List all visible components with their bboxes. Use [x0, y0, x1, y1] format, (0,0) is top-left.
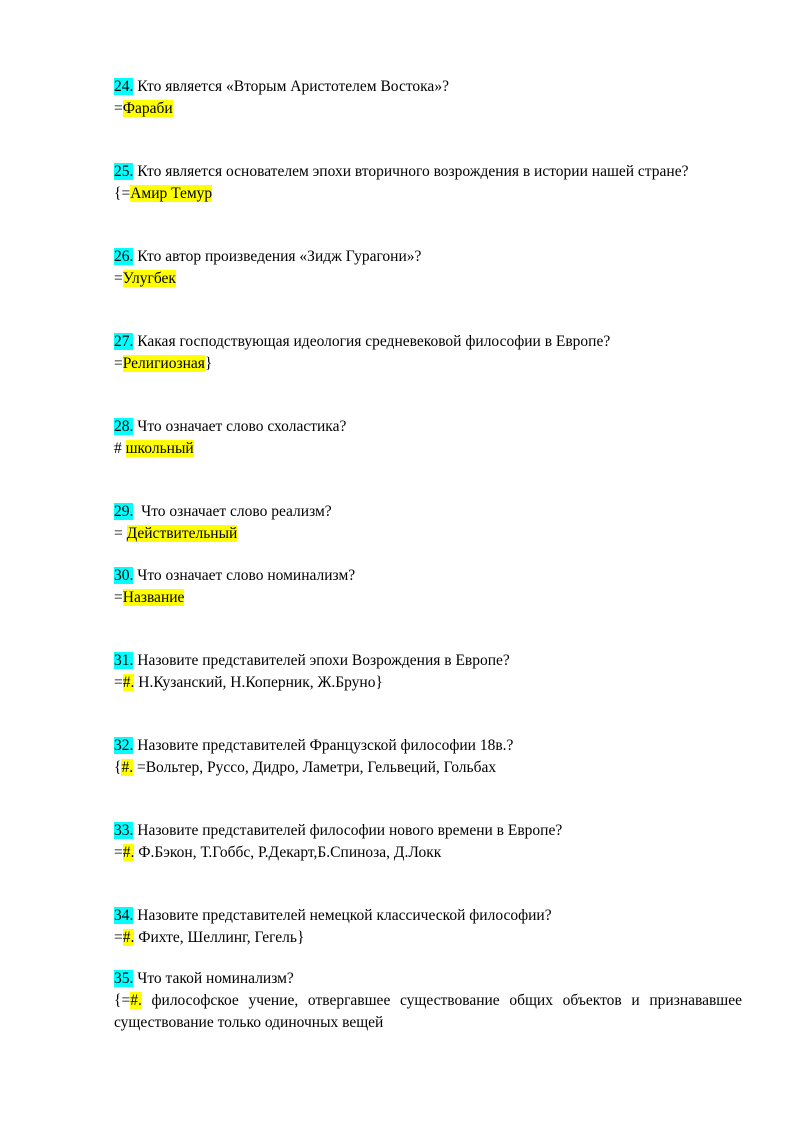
answer-prefix: = [114, 674, 123, 691]
answer-line [114, 523, 742, 545]
answer-highlight: Название [122, 589, 185, 606]
question-text: Что такой номинализм? [133, 970, 294, 987]
question-block [114, 416, 742, 460]
question-text: Кто является «Вторым Аристотелем Востока»? [133, 78, 449, 95]
answer-prefix: = [114, 525, 127, 542]
answer-highlight: Амир Темур [130, 185, 213, 202]
question-number: 28. [114, 418, 134, 435]
question-number: 30. [114, 567, 134, 584]
question-block [114, 76, 742, 120]
question-text: Что означает слово номинализм? [133, 567, 356, 584]
answer-prefix: {= [114, 992, 131, 1009]
answer-highlight: Религиозная [122, 355, 205, 372]
question-text: Назовите представителей эпохи Возрождения в Европе? [133, 652, 510, 669]
answer-line [114, 842, 742, 864]
question-line [114, 161, 742, 183]
question-block [114, 565, 742, 609]
question-text: Назовите представителей философии нового времени в Европе? [133, 822, 563, 839]
question-block [114, 968, 742, 1034]
question-text: Кто является основателем эпохи вторичного возрождения в истории нашей стране? [133, 163, 689, 180]
answer-highlight: Улугбек [122, 270, 176, 287]
question-line [114, 331, 742, 353]
answer-prefix: {= [114, 185, 131, 202]
answer-line [114, 353, 742, 375]
answer-highlight: #. [122, 674, 135, 691]
question-line [114, 565, 742, 587]
answer-rest: Фихте, Шеллинг, Гегель} [134, 929, 305, 946]
question-line [114, 501, 742, 523]
question-number: 27. [114, 333, 134, 350]
answer-line [114, 438, 742, 460]
answer-line [114, 98, 742, 120]
question-block [114, 905, 742, 949]
answer-line [114, 757, 742, 779]
question-number: 34. [114, 907, 134, 924]
answer-highlight: #. [130, 992, 142, 1009]
question-block [114, 501, 742, 545]
question-number: 31. [114, 652, 134, 669]
answer-highlight: #. [122, 929, 135, 946]
question-line [114, 416, 742, 438]
question-line [114, 735, 742, 757]
answer-line [114, 183, 742, 205]
question-number: 29. [114, 503, 134, 520]
question-number: 25. [114, 163, 134, 180]
question-number: 24. [114, 78, 134, 95]
answer-line [114, 672, 742, 694]
question-block [114, 735, 742, 779]
answer-prefix: = [114, 355, 123, 372]
answer-prefix: = [114, 844, 123, 861]
answer-highlight: #. [122, 844, 135, 861]
question-line [114, 968, 742, 990]
question-number: 26. [114, 248, 134, 265]
question-block [114, 246, 742, 290]
question-line [114, 246, 742, 268]
answer-rest: Н.Кузанский, Н.Коперник, Ж.Бруно} [134, 674, 383, 691]
question-number: 35. [114, 970, 134, 987]
question-text: Назовите представителей немецкой классической философии? [133, 907, 552, 924]
answer-prefix: = [114, 270, 123, 287]
question-text: Что означает слово схоластика? [133, 418, 347, 435]
answer-prefix: = [114, 100, 123, 117]
question-number: 32. [114, 737, 134, 754]
question-line [114, 76, 742, 98]
answer-rest: } [204, 355, 213, 372]
answer-line [114, 587, 742, 609]
answer-rest: философское учение, отвергавшее существование общих объектов и признававшее существование только одиночных вещей [114, 992, 742, 1031]
question-block [114, 820, 742, 864]
answer-line [114, 268, 742, 290]
question-line [114, 650, 742, 672]
question-text: Что означает слово реализм? [133, 503, 332, 520]
answer-prefix: { [114, 759, 122, 776]
answer-highlight: #. [121, 759, 134, 776]
question-text: Назовите представителей Французской философии 18в.? [133, 737, 514, 754]
answer-prefix: # [114, 440, 126, 457]
question-line [114, 905, 742, 927]
question-block [114, 331, 742, 375]
question-number: 33. [114, 822, 134, 839]
answer-prefix: = [114, 929, 123, 946]
answer-line [114, 990, 742, 1034]
question-block [114, 161, 742, 205]
question-line [114, 820, 742, 842]
answer-highlight: Действительный [126, 525, 238, 542]
answer-highlight: школьный [125, 440, 194, 457]
question-block [114, 650, 742, 694]
answer-rest: Ф.Бэкон, Т.Гоббс, Р.Декарт,Б.Спиноза, Д.Локк [134, 844, 442, 861]
answer-rest: =Вольтер, Руссо, Дидро, Ламетри, Гельвеций, Гольбах [133, 759, 497, 776]
question-text: Какая господствующая идеология средневековой философии в Европе? [133, 333, 611, 350]
answer-prefix: = [114, 589, 123, 606]
answer-line [114, 927, 742, 949]
answer-highlight: Фараби [122, 100, 173, 117]
question-text: Кто автор произведения «Зидж Гурагони»? [133, 248, 422, 265]
